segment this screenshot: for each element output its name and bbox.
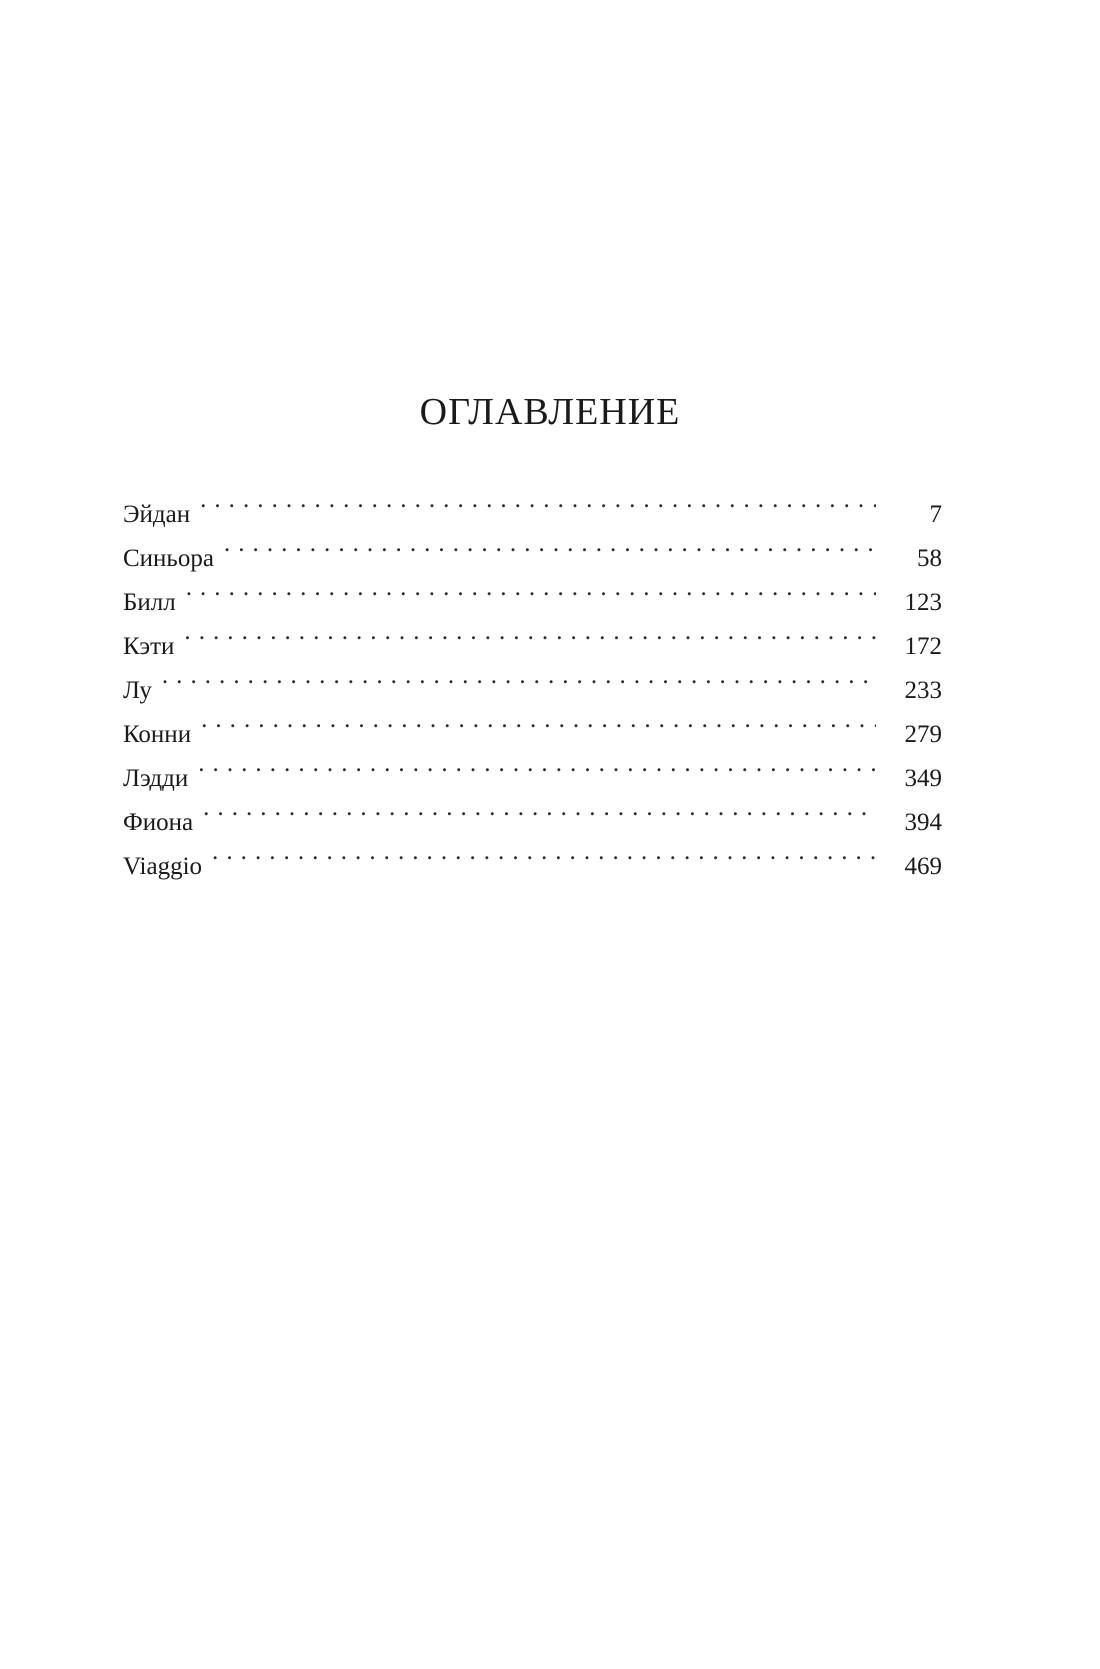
toc-entry-page-number: 394: [876, 801, 942, 845]
table-of-contents: [123, 478, 942, 880]
toc-entry-title: Конни: [123, 721, 192, 748]
toc-entry-title: Эйдан: [123, 501, 191, 528]
toc-entry-signora: [123, 522, 942, 572]
toc-entry-title: Кэти: [123, 633, 175, 660]
toc-entry-page-number: 233: [876, 669, 942, 713]
toc-entry-lou: [123, 654, 942, 704]
toc-entry-title: Viaggio: [123, 853, 203, 880]
toc-entry-title: Билл: [123, 589, 176, 616]
toc-entry-page-number: 123: [876, 581, 942, 625]
toc-entry-title: Лэдди: [123, 765, 189, 792]
toc-entry-connie: [123, 698, 942, 748]
toc-entry-page-number: 7: [876, 493, 942, 537]
dot-leader: [201, 698, 876, 742]
toc-entry-bill: [123, 566, 942, 616]
toc-entry-page-number: 58: [876, 537, 942, 581]
toc-entry-fiona: [123, 786, 942, 836]
dot-leader: [224, 522, 876, 566]
toc-entry-aidan: [123, 478, 942, 528]
toc-entry-title: Лу: [123, 677, 152, 704]
dot-leader: [212, 830, 876, 874]
toc-entry-page-number: 349: [876, 757, 942, 801]
toc-entry-page-number: 469: [876, 845, 942, 889]
dot-leader: [186, 566, 876, 610]
toc-entry-title: Синьора: [123, 545, 214, 572]
toc-entry-page-number: 279: [876, 713, 942, 757]
toc-entry-page-number: 172: [876, 625, 942, 669]
dot-leader: [184, 610, 876, 654]
toc-entry-laddie: [123, 742, 942, 792]
toc-entry-title: Фиона: [123, 809, 194, 836]
dot-leader: [198, 742, 876, 786]
page-title: ОГЛАВЛЕНИЕ: [419, 391, 681, 433]
dot-leader: [203, 786, 876, 830]
dot-leader: [200, 478, 876, 522]
toc-entry-kathy: [123, 610, 942, 660]
dot-leader: [162, 654, 876, 698]
toc-entry-viaggio: [123, 830, 942, 880]
